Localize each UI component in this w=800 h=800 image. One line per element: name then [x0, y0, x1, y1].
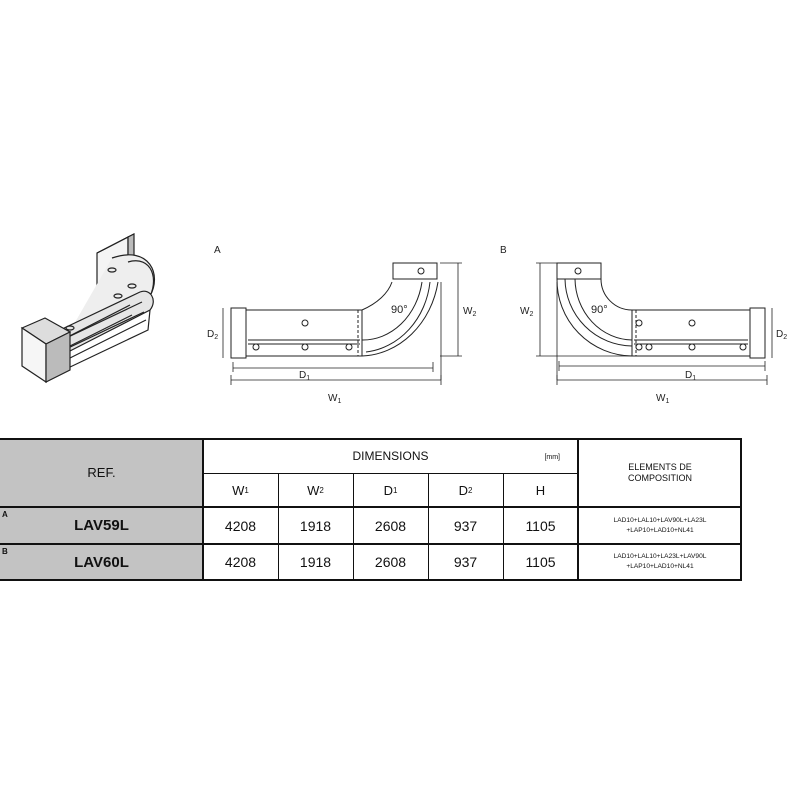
- table-right-border: [740, 438, 742, 580]
- composition-b: LAD10+LAL10+LA23L+LAV90L +LAP10+LAD10+NL41: [613, 553, 707, 570]
- table-vline-4: [503, 473, 504, 580]
- table-vline-1: [278, 473, 279, 580]
- plan-a-label: A: [214, 245, 221, 256]
- d2-label-a: $D_2$: [207, 329, 219, 341]
- cell-a-d1: 2608: [374, 517, 407, 534]
- col-header-w1: W 1: [232, 482, 249, 498]
- table-vline-comp: [577, 438, 579, 580]
- composition-header: ELEMENTS DE COMPOSITION: [627, 461, 692, 483]
- cell-b-w2: 1918: [299, 554, 332, 570]
- plan-view-b: [500, 245, 787, 405]
- col-header-w2: W 2: [307, 482, 324, 498]
- cell-b-d2: 937: [453, 554, 478, 570]
- w1-label-a: $W_1$: [328, 393, 342, 405]
- table-bottom-border: [0, 579, 742, 581]
- dimensions-table: [0, 438, 742, 580]
- cell-b-w1: 4208: [224, 554, 257, 570]
- cell-b-d1: 2608: [374, 554, 407, 570]
- table-vline-ref: [202, 438, 204, 580]
- w2-label-b: $W_2$: [520, 306, 534, 318]
- ref-cell-a: [0, 507, 203, 544]
- cell-a-w2: 1918: [299, 517, 332, 534]
- cell-a-h: 1105: [525, 517, 556, 534]
- dimensions-header: [203, 438, 578, 473]
- unit-label: [mm]: [544, 454, 560, 461]
- col-header-d1: D 1: [383, 482, 398, 498]
- table-vline-2: [353, 473, 354, 580]
- cell-b-h: 1105: [525, 554, 556, 570]
- ref-cell-b: [0, 544, 203, 580]
- composition-a: LAD10+LAL10+LAV90L+LA23L +LAP10+LAD10+NL41: [613, 516, 707, 534]
- d1-label-b: $D_1$: [685, 370, 697, 382]
- ref-value-b: LAV60L: [74, 553, 129, 571]
- dimensions-subheader-border: [203, 473, 578, 474]
- plan-view-a: [207, 245, 476, 405]
- cell-a-d2: 937: [453, 517, 478, 534]
- angle-label-b: 90°: [591, 304, 608, 316]
- ref-value-a: LAV59L: [74, 517, 129, 534]
- row-letter-b: B: [2, 547, 8, 556]
- w1-label-b: $W_1$: [656, 393, 670, 405]
- col-header-d2: D 2: [458, 482, 473, 498]
- w2-label-a: $W_2$: [463, 306, 477, 318]
- table-header-border: [0, 506, 742, 508]
- plan-b-label: B: [500, 245, 507, 256]
- d1-label-a: $D_1$: [299, 370, 311, 382]
- table-vline-3: [428, 473, 429, 580]
- table-top-border: [0, 438, 742, 440]
- isometric-unit-illustration: [22, 234, 154, 382]
- row-letter-a: A: [2, 510, 8, 519]
- col-header-h: H: [535, 482, 546, 498]
- cell-a-w1: 4208: [224, 517, 257, 534]
- dimensions-title: DIMENSIONS: [352, 448, 429, 463]
- ref-header: REF.: [0, 438, 203, 507]
- table-row-border: [0, 543, 742, 545]
- angle-label-a: 90°: [391, 304, 408, 316]
- d2-label-b: $D_2$: [776, 329, 788, 341]
